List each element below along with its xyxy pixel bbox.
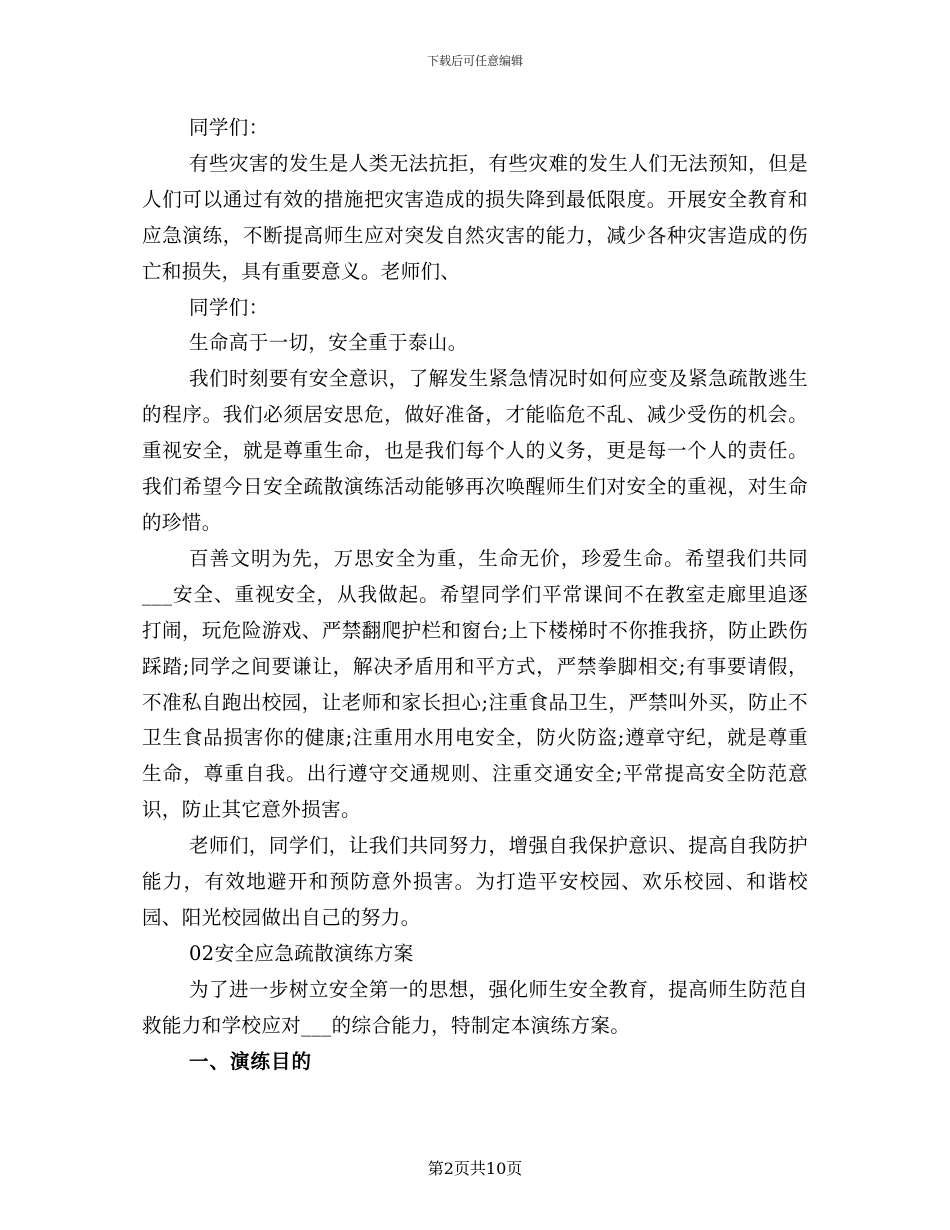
document-body (142, 110, 808, 1079)
salutation-paragraph: 同学们： (189, 295, 269, 319)
body-paragraph: 百善文明为先，万思安全为重，生命无价，珍爱生命。希望我们共同___安全、重视安全，从我做起。希望同学们平常课间不在教室走廊里追逐打闹，玩危险游戏、严禁翻爬护栏和窗台;上下楼梯时不你推我挤，防止跌伤踩踏;同学之间要谦让，解决矛盾用和平方式，严禁拳脚相交;有事要请假，不准私自跑出校园，让老师和家长担心;注重食品卫生，严禁叫外买，防止不卫生食品损害你的健康;注重用水用电安全，防火防盗;遵章守纪，就是尊重生命，尊重自我。出行遵守交通规则、注重交通安全;平常提高安全防范意识，防止其它意外损害。 (142, 546, 808, 822)
body-paragraph: 为了进一步树立安全第一的思想，强化师生安全教育，提高师生防范自救能力和学校应对___的综合能力，特制定本演练方案。 (142, 977, 808, 1037)
salutation-paragraph: 同学们： (189, 116, 269, 139)
body-paragraph: 生命高于一切，安全重于泰山。 (189, 331, 468, 355)
body-paragraph: 我们时刻要有安全意识，了解发生紧急情况时如何应变及紧急疏散逃生的程序。我们必须居安思危，做好准备，才能临危不乱、减少受伤的机会。重视安全，就是尊重生命，也是我们每个人的义务，更是每一个人的责任。我们希望今日安全疏散演练活动能够再次唤醒师生们对安全的重视，对生命的珍惜。 (142, 367, 808, 534)
body-paragraph: 有些灾害的发生是人类无法抗拒，有些灾难的发生人们无法预知，但是人们可以通过有效的措施把灾害造成的损失降到最低限度。开展安全教育和应急演练，不断提高师生应对突发自然灾害的能力，减少各种灾害造成的伤亡和损失，具有重要意义。老师们、 (142, 151, 808, 283)
body-paragraph: 老师们，同学们，让我们共同努力，增强自我保护意识、提高自我防护能力，有效地避开和预防意外损害。为打造平安校园、欢乐校园、和谐校园、阳光校园做出自己的努力。 (142, 834, 808, 929)
page-header: 下载后可任意编辑 (426, 54, 523, 68)
page-footer: 第2页共10页 (427, 1159, 523, 1178)
section-heading: 一、演练目的 (189, 1049, 313, 1073)
section-title: 02安全应急疏散演练方案 (189, 941, 414, 965)
